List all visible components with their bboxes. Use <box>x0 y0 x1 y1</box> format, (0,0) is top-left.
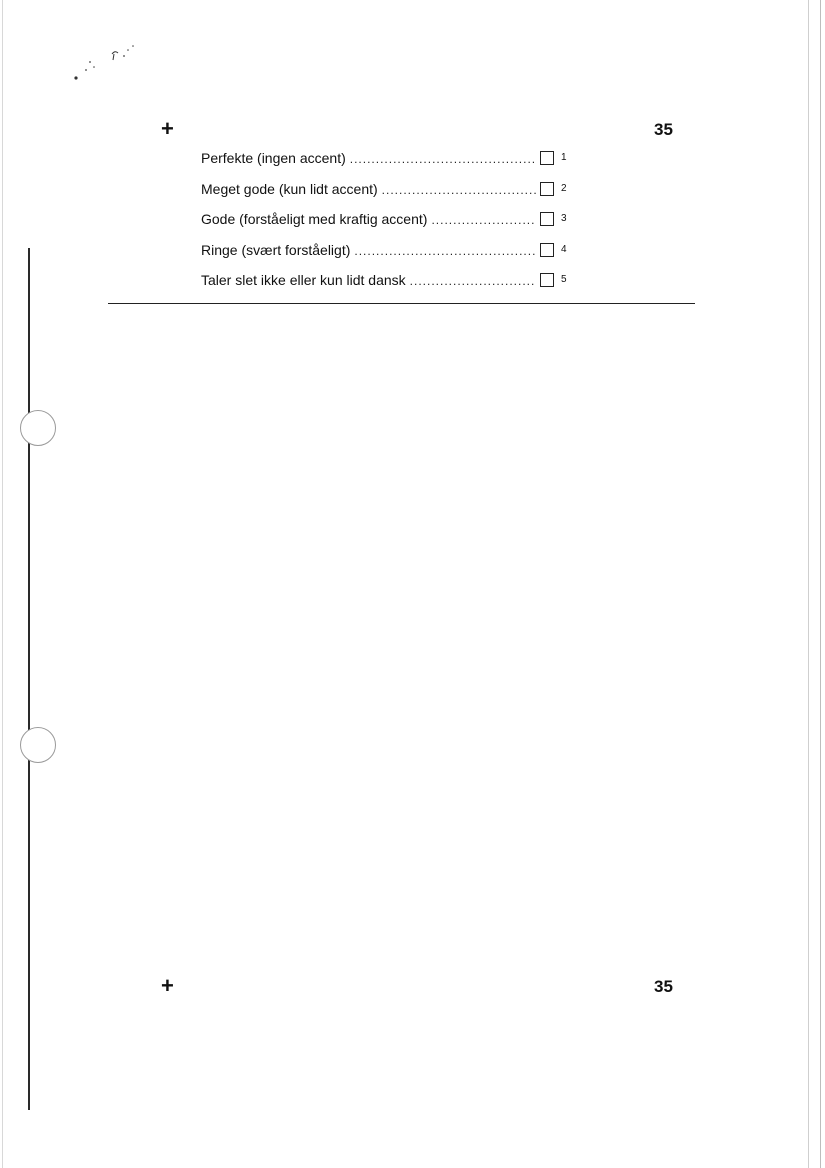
scan-edge-left <box>2 0 3 1168</box>
option-label: Ringe (svært forståeligt) <box>201 241 351 258</box>
dot-leader <box>354 245 536 257</box>
punch-hole-bottom <box>20 727 56 763</box>
option-row[interactable] <box>201 174 581 205</box>
binder-margin-line <box>28 248 30 1110</box>
option-checkbox[interactable] <box>540 212 554 226</box>
page-number-bottom: 35 <box>654 977 673 996</box>
option-code: 1 <box>561 152 567 164</box>
option-row[interactable] <box>201 204 581 235</box>
option-code: 4 <box>561 243 567 255</box>
option-label: Taler slet ikke eller kun lidt dansk <box>201 272 406 289</box>
option-checkbox[interactable] <box>540 273 554 287</box>
option-row[interactable] <box>201 235 581 266</box>
answer-options <box>201 143 581 296</box>
option-row[interactable] <box>201 265 581 296</box>
option-code: 5 <box>561 274 567 286</box>
dot-leader <box>382 184 536 196</box>
registration-mark-bottom: + <box>161 973 174 998</box>
scan-edge-right-outer <box>820 0 821 1168</box>
punch-hole-top <box>20 410 56 446</box>
option-checkbox[interactable] <box>540 151 554 165</box>
section-divider <box>108 303 695 304</box>
option-label: Gode (forståeligt med kraftig accent) <box>201 211 428 228</box>
scan-edge-right <box>808 0 809 1168</box>
option-row[interactable] <box>201 143 581 174</box>
option-checkbox[interactable] <box>540 182 554 196</box>
dot-leader <box>431 214 536 226</box>
page-number-top: 35 <box>654 120 673 139</box>
option-checkbox[interactable] <box>540 243 554 257</box>
scan-speckles <box>70 40 150 90</box>
option-code: 3 <box>561 213 567 225</box>
registration-mark-top: + <box>161 116 174 141</box>
dot-leader <box>350 153 536 165</box>
option-code: 2 <box>561 182 567 194</box>
option-label: Perfekte (ingen accent) <box>201 150 346 167</box>
option-label: Meget gode (kun lidt accent) <box>201 180 378 197</box>
dot-leader <box>410 275 536 287</box>
